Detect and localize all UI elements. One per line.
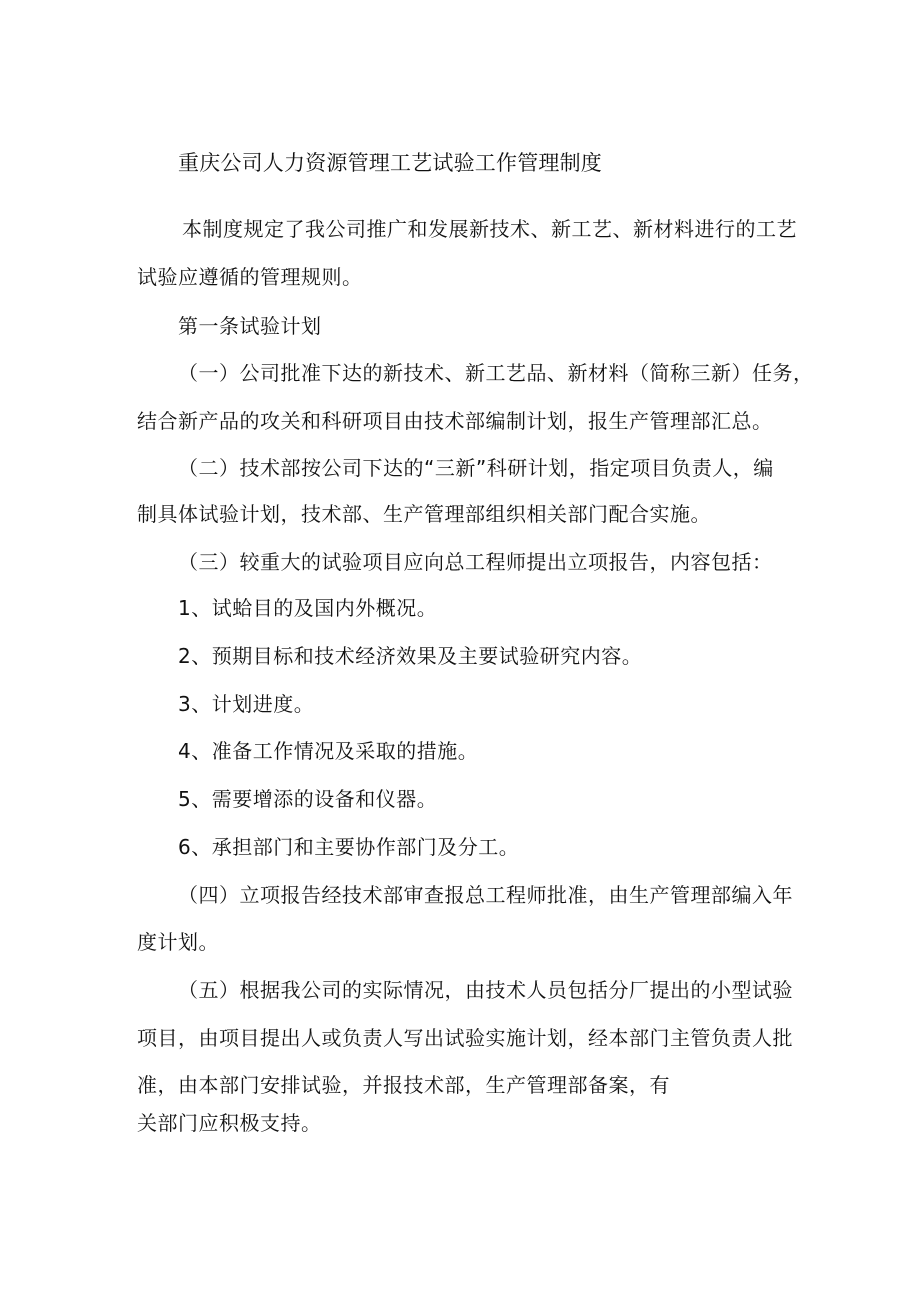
article-1-heading: 第一条试验计划	[178, 314, 322, 338]
report-item-3: 3、计划进度。	[178, 692, 315, 716]
report-item-5: 5、需要增添的设备和仪器。	[178, 787, 438, 811]
clause-4-line-1: （四）立项报告经技术部审查报总工程师批准，由生产管理部编入年	[178, 883, 793, 907]
report-item-1: 1、试蛤目的及国内外概况。	[178, 596, 438, 620]
clause-5-line-1: （五）根据我公司的实际情况，由技术人员包括分厂提出的小型试验	[178, 978, 793, 1002]
clause-2-line-2: 制具体试验计划，技术部、生产管理部组织相关部门配合实施。	[137, 502, 711, 526]
clause-5-line-3: 准，由本部门安排试验，并报技术部，生产管理部备案，有	[137, 1073, 670, 1097]
intro-line-1: 本制度规定了我公司推广和发展新技术、新工艺、新材料进行的工艺	[182, 217, 797, 241]
report-item-4: 4、准备工作情况及采取的措施。	[178, 739, 479, 763]
document-title: 重庆公司人力资源管理工艺试验工作管理制度	[178, 151, 602, 175]
clause-1-line-1: （一）公司批准下达的新技术、新工艺品、新材料（简称三新）任务，	[178, 361, 814, 385]
clause-4-line-2: 度计划。	[137, 930, 219, 954]
intro-line-2: 试验应遵循的管理规则。	[137, 265, 363, 289]
report-item-2: 2、预期目标和技术经济效果及主要试验研究内容。	[178, 644, 643, 668]
report-item-6: 6、承担部门和主要协作部门及分工。	[178, 835, 520, 859]
clause-5-line-4: 关部门应积极支持。	[137, 1111, 322, 1135]
clause-5-line-2: 项目，由项目提出人或负责人写出试验实施计划，经本部门主管负责人批	[137, 1026, 793, 1050]
clause-2-line-1: （二）技术部按公司下达的“三新”科研计划，指定项目负责人，编	[178, 456, 774, 480]
clause-1-line-2: 结合新产品的攻关和科研项目由技术部编制计划，报生产管理部汇总。	[137, 409, 773, 433]
clause-3-line-1: （三）较重大的试验项目应向总工程师提出立项报告，内容包括：	[178, 550, 773, 574]
